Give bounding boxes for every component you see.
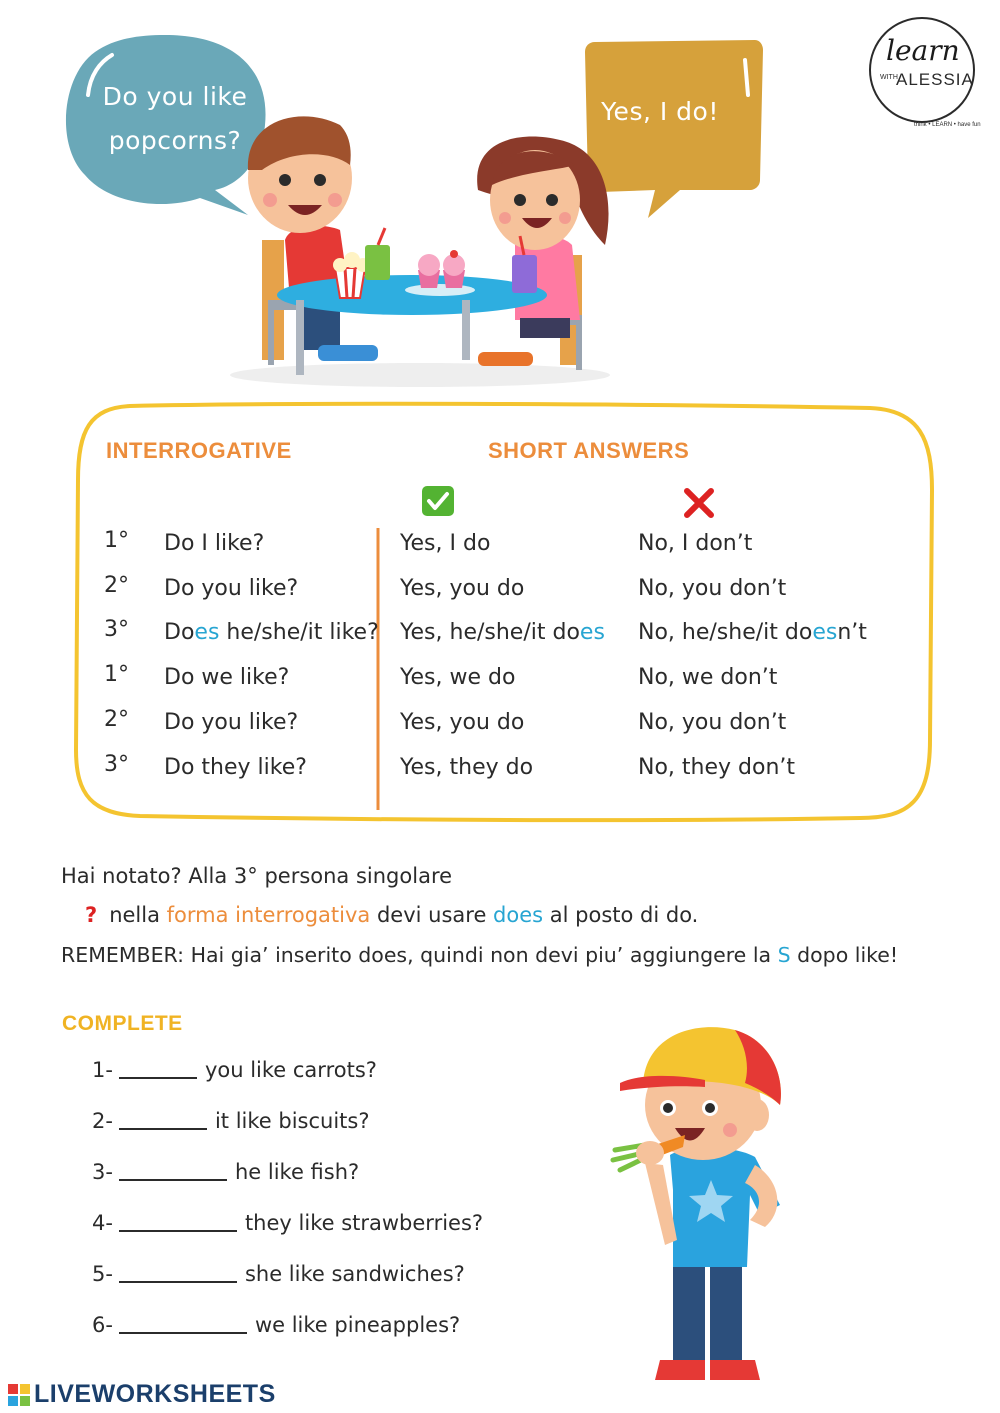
exercise-item: 1- you like carrots? [92,1058,377,1082]
answer-blank[interactable] [119,1114,207,1130]
logo-with: WITH [880,74,898,81]
liveworksheets-footer [6,1380,306,1410]
yes-answer: Yes, I do [400,531,491,556]
yes-answer: Yes, they do [400,755,534,780]
question-mark-icon: ? [85,903,98,927]
no-answer: No, we don’t [638,665,778,690]
liveworksheets-logo-icon [8,1384,32,1406]
bubble-left-text [95,75,255,163]
yes-answer: Yes, you do [400,576,525,601]
no-answer: No, I don’t [638,531,753,556]
complete-title: COMPLETE [62,1012,183,1035]
check-mark-icon [422,486,454,516]
question-text: Do you like? [164,576,299,601]
answer-blank[interactable] [119,1063,197,1079]
note-line-2: ? nella forma interrogativa devi usare does al posto di do. [85,903,699,927]
yes-answer: Yes, he/she/it does [400,620,605,645]
person-number: 1° [104,528,129,553]
answer-blank[interactable] [119,1216,237,1232]
learn-with-alessia-logo [866,12,981,132]
kids-at-table-illustration [0,0,1000,395]
cross-mark-icon [682,486,716,520]
note-line-3: REMEMBER: Hai gia’ inserito does, quindi non devi piu’ aggiungere la S dopo like! [61,943,899,967]
liveworksheets-brand[interactable]: LIVEWORKSHEETS [34,1380,276,1408]
no-answer: No, you don’t [638,576,787,601]
exercise-item: 4- they like strawberries? [92,1211,484,1235]
logo-alessia: ALESSIA [896,70,974,89]
exercise-item: 2- it like biscuits? [92,1109,370,1133]
note-line-1: Hai notato? Alla 3° persona singolare [61,864,453,888]
question-text: Does he/she/it like? [164,620,379,645]
person-number: 2° [104,573,129,598]
bubble-left-line1: Do you like [102,82,248,111]
exercise-item: 5- she like sandwiches? [92,1262,465,1286]
no-answer: No, he/she/it doesn’t [638,620,867,645]
person-number: 2° [104,707,129,732]
yes-answer: Yes, we do [400,665,516,690]
yes-answer: Yes, you do [400,710,525,735]
bubble-right-text: Yes, I do! [601,97,719,126]
answer-blank[interactable] [119,1165,227,1181]
question-text: Do we like? [164,665,290,690]
question-text: Do you like? [164,710,299,735]
boy-eating-carrot-illustration [585,1005,805,1395]
exercise-item: 6- we like pineapples? [92,1313,461,1337]
person-number: 3° [104,752,129,777]
question-text: Do they like? [164,755,307,780]
logo-learn: learn [886,34,960,67]
no-answer: No, you don’t [638,710,787,735]
top-illustration [0,0,1000,395]
answer-blank[interactable] [119,1267,237,1283]
grammar-table-box [70,400,938,825]
logo-tagline: think • LEARN • have fun [914,122,981,128]
short-answers-title: SHORT ANSWERS [488,438,690,463]
interrogative-title: INTERROGATIVE [106,438,292,463]
no-answer: No, they don’t [638,755,796,780]
question-text: Do I like? [164,531,265,556]
person-number: 1° [104,662,129,687]
exercise-item: 3- he like fish? [92,1160,360,1184]
bubble-left-line2: popcorns? [108,126,242,155]
answer-blank[interactable] [119,1318,247,1334]
person-number: 3° [104,617,129,642]
